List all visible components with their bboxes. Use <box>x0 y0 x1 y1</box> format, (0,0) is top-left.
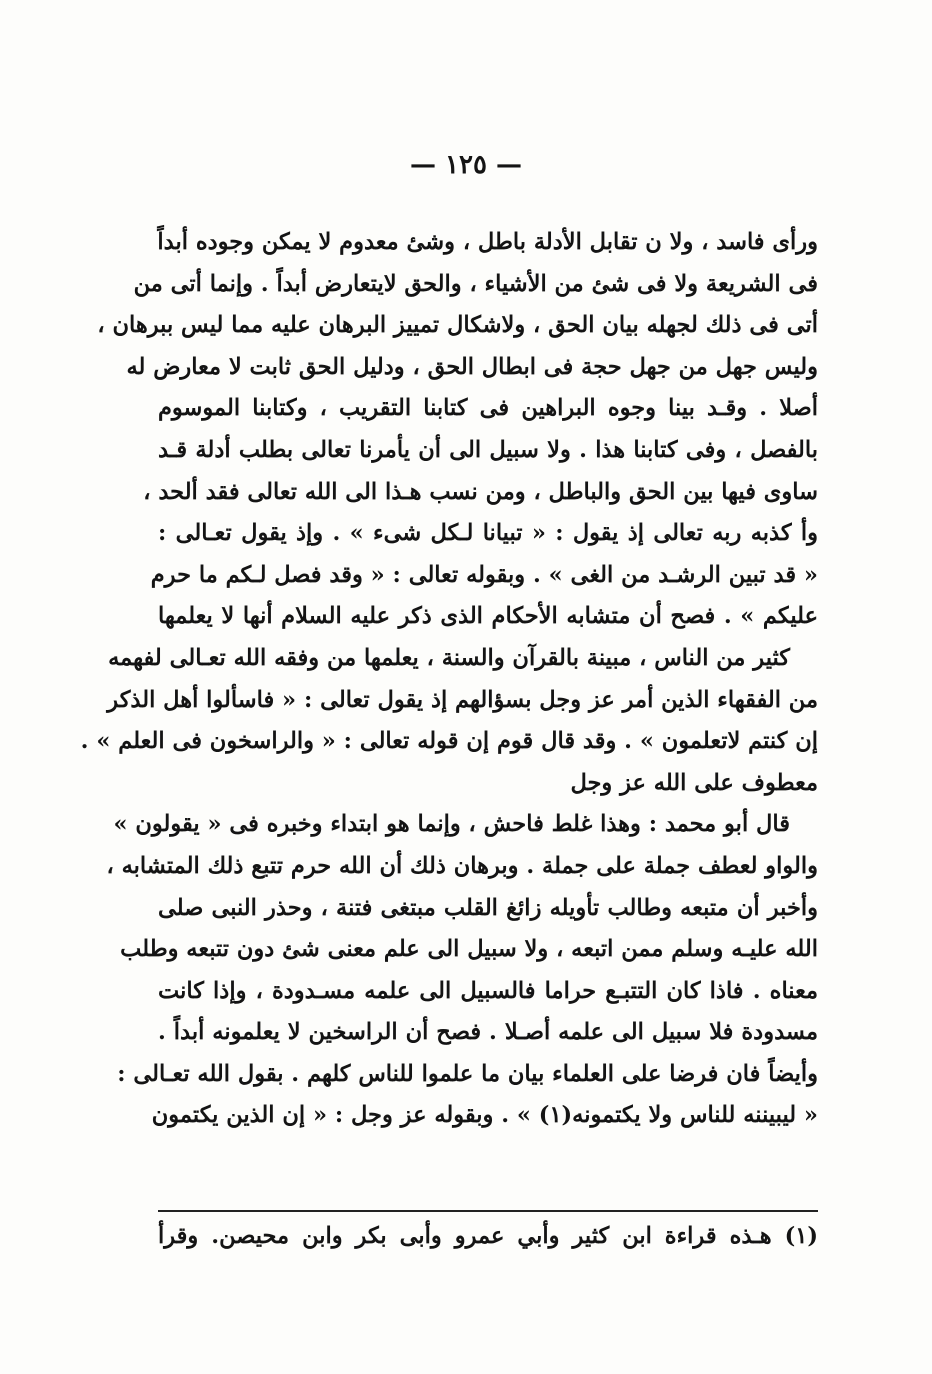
text-line-22: « ليبيننه للناس ولا يكتمونه(١) » . وبقوله عز وجل : « إن الذين يكتمون <box>151 1102 818 1129</box>
text-line-15: قال أبو محمد : وهذا غلط فاحش ، وإنما هو ابتداء وخبره فى « يقولون » <box>113 811 790 838</box>
text-line-5: أصلا . وقـد بينا وجوه البراهين فى كتابنا التقريب ، وكتابنا الموسوم <box>158 395 818 422</box>
text-line-2: فى الشريعة ولا فى شئ من الأشياء ، والحق لايتعارض أبداً . وإنما أتى من <box>133 270 818 297</box>
text-line-20: مسدودة فلا سبيل الى علمه أصـلا . فصح أن الراسخين لا يعلمونه أبداً . <box>158 1019 818 1046</box>
text-line-10: عليكم » . فصح أن متشابه الأحكام الذى ذكر عليه السلام أنها لا يعلمها <box>158 603 818 630</box>
text-line-4: وليس جهل من جهل حجة فى ابطال الحق ، ودليل الحق ثابت لا معارض له <box>126 353 818 380</box>
text-line-9: « قد تبين الرشـد من الغى » . وبقوله تعالى : « وقد فصل لـكم ما حرم <box>150 561 818 588</box>
text-line-18: الله عليـه وسلم ممن اتبعه ، ولا سبيل الى علم معنى شئ دون تتبعه وطلب <box>120 936 818 963</box>
page-number: — ١٢٥ — <box>409 150 523 180</box>
text-line-19: معناه . فاذا كان التتبـع حراما فالسبيل الى علمه مسـدودة ، وإذا كانت <box>158 977 818 1004</box>
text-line-13: إن كنتم لاتعلمون » . وقد قال قوم إن قوله تعالى : « والراسخون فى العلم » . <box>80 728 818 755</box>
text-line-12: من الفقهاء الذين أمر عز وجل بسؤالهم إذ يقول تعالى : « فاسألوا أهل الذكر <box>107 686 818 713</box>
text-line-7: ساوى فيها بين الحق والباطل ، ومن نسب هـذا الى الله تعالى فقد ألحد ، <box>143 478 818 505</box>
text-line-6: بالفصل ، وفى كتابنا هذا . ولا سبيل الى أن يأمرنا تعالى بطلب أدلة قـد <box>158 436 818 463</box>
text-line-17: وأخبر أن متبعه وطالب تأويله زائغ القلب مبتغى فتنة ، وحذر النبى صلى <box>158 894 818 921</box>
footnote: (١) هـذه قراءة ابن كثير وأبي عمرو وأبى بكر وابن محيصن. وقرأ <box>158 1223 818 1249</box>
text-line-8: وأ كذبه ربه تعالى إذ يقول : « تبيانا لـكل شىء » . وإذ يقول تعـالى : <box>158 520 818 547</box>
text-line-3: أتى فى ذلك لجهله بيان الحق ، ولاشكال تمييز البرهان عليه مما ليس ببرهان ، <box>97 312 818 339</box>
text-line-14: معطوف على الله عز وجل <box>570 769 818 796</box>
footnote-divider <box>158 1210 818 1212</box>
text-line-1: ورأى فاسد ، ولا ن تقابل الأدلة باطل ، وشىٔ معدوم لا يمكن وجوده أبداً <box>157 229 818 255</box>
text-line-21: وأيضاً فان فرضا على العلماء بيان ما علموا للناس كلهم . بقول الله تعـالى : <box>117 1060 818 1087</box>
text-line-16: والواو لعطف جملة على جملة . وبرهان ذلك أن الله حرم تتبع ذلك المتشابه ، <box>106 852 818 879</box>
body-text <box>80 222 818 1137</box>
text-line-11: كثير من الناس ، مبينة بالقرآن والسنة ، يعلمها من وفقه الله تعـالى لفهمه <box>108 644 790 671</box>
